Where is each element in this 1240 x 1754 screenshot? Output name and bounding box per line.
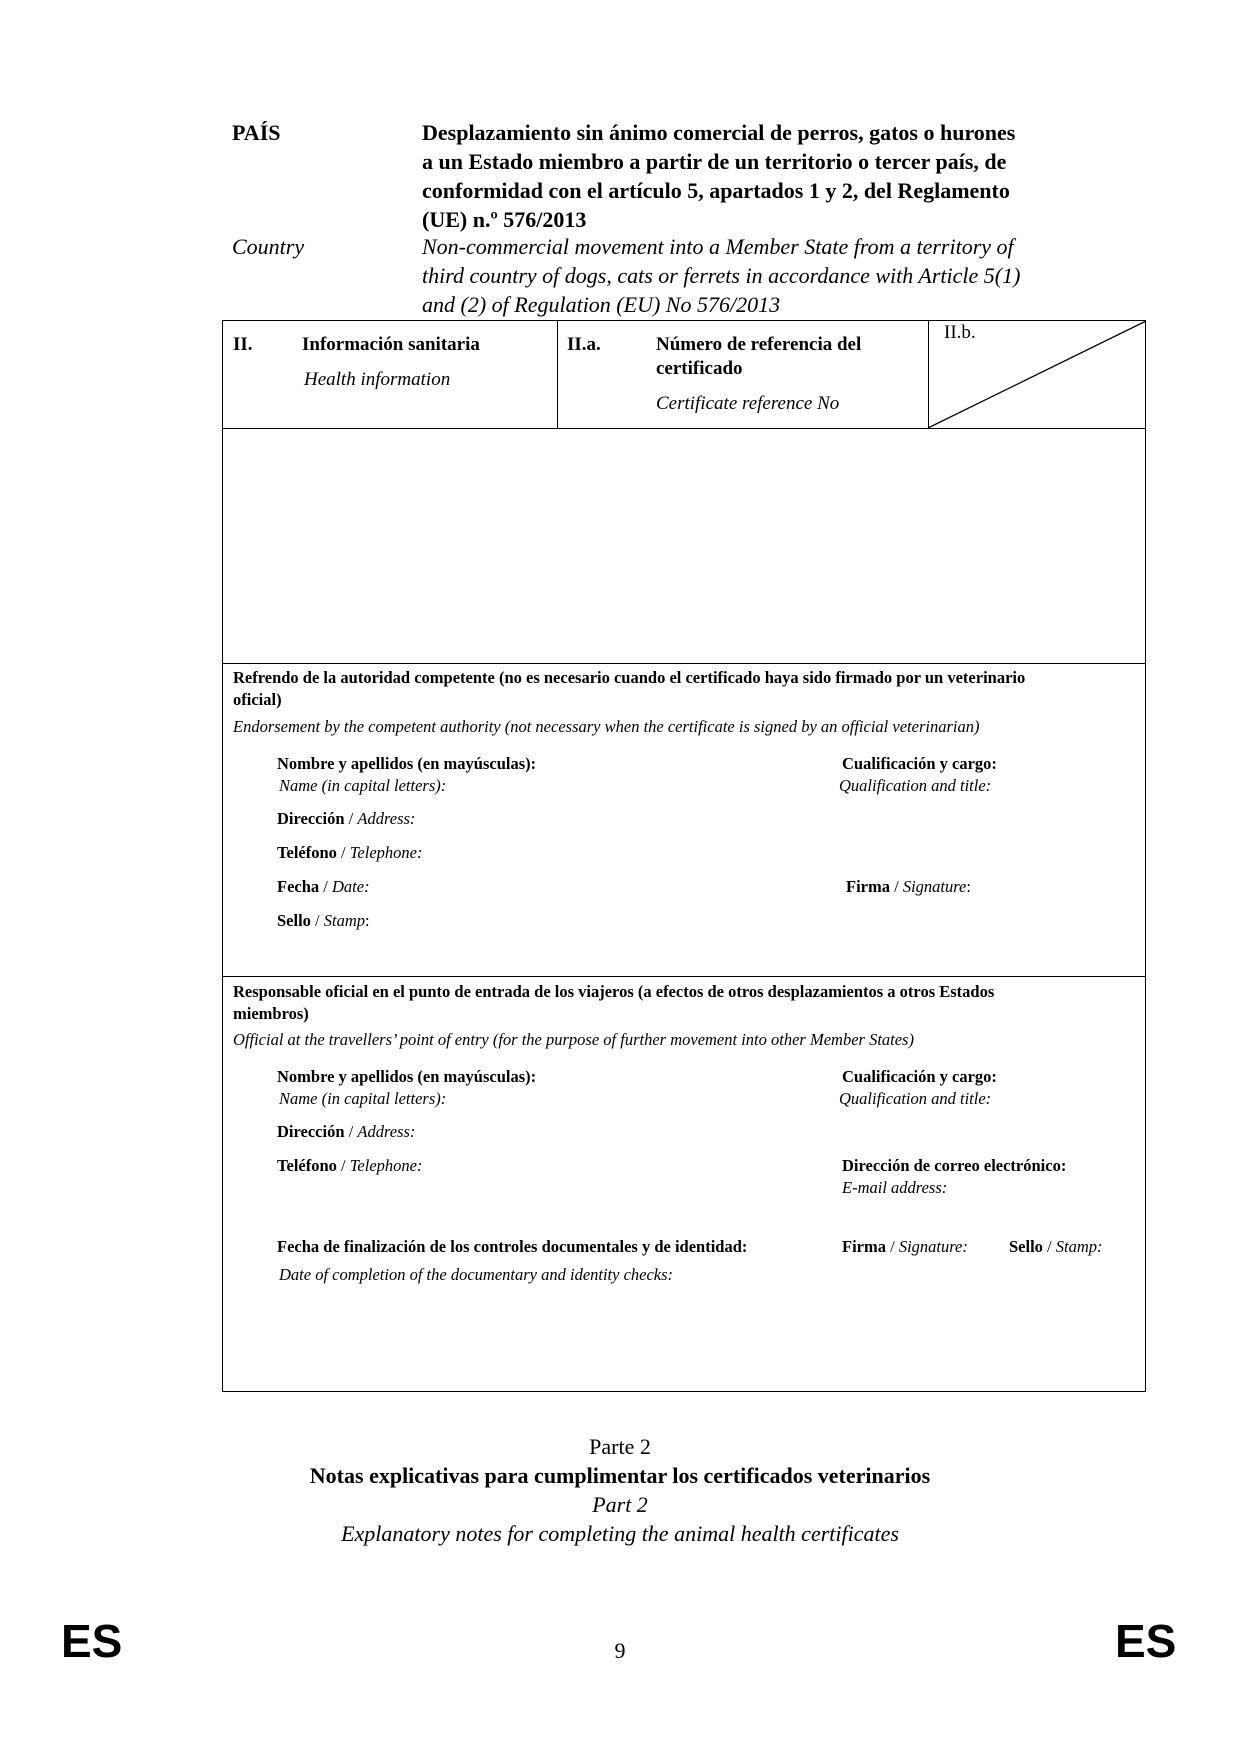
title-en-line: and (2) of Regulation (EU) No 576/2013 [422, 292, 781, 317]
name-label-en: Name (in capital letters): [279, 776, 447, 795]
phone-label-en: Telephone: [349, 843, 423, 862]
title-es-line: conformidad con el artículo 5, apartados 1 y 2, del Reglamento [422, 178, 1010, 203]
separator: / [336, 843, 350, 862]
qualification-label-en: Qualification and title: [839, 776, 992, 795]
official-stamp-field [1009, 1236, 1103, 1258]
separator: / [1042, 1237, 1056, 1256]
colon: : [365, 911, 370, 930]
name-label-en: Name (in capital letters): [279, 1089, 447, 1108]
endorsement-qualification-field [839, 753, 997, 797]
section-ii-number: II. [233, 334, 253, 355]
official-email-field [842, 1155, 1066, 1199]
section-iia-title-es-line: Número de referencia del [656, 334, 862, 355]
title-en-line: Non-commercial movement into a Member State from a territory of [422, 234, 1014, 259]
email-label-en: E-mail address: [842, 1178, 948, 1197]
endorsement-title-en: Endorsement by the competent authority (not necessary when the certificate is signed by an official veterinarian) [233, 717, 980, 736]
email-label-es: Dirección de correo electrónico: [842, 1156, 1067, 1175]
name-label-es: Nombre y apellidos (en mayúsculas): [277, 1067, 537, 1086]
title-en-line: third country of dogs, cats or ferrets in accordance with Article 5(1) [422, 263, 1021, 288]
country-label-es: PAÍS [232, 120, 281, 145]
official-title-en: Official at the travellers’ point of entry (for the purpose of further movement into other Member States) [233, 1030, 914, 1049]
section-ii-title-en: Health information [304, 369, 451, 390]
completion-date-label-es: Fecha de finalización de los controles documentales y de identidad: [277, 1237, 748, 1256]
official-signature-field [842, 1236, 968, 1258]
endorsement-phone-field [277, 842, 422, 864]
stamp-label-en: Stamp [323, 911, 366, 930]
part2-label-en: Part 2 [592, 1492, 648, 1517]
endorsement-title-es-line: oficial) [233, 690, 282, 709]
separator: / [344, 809, 358, 828]
phone-label-es: Teléfono [277, 843, 337, 862]
endorsement-title-es-line: Refrendo de la autoridad competente (no es necesario cuando el certificado haya sido firmado por un veterinario [233, 668, 1026, 687]
endorsement-address-field [277, 808, 415, 830]
certificate-title-es [422, 118, 1142, 234]
stamp-label-es: Sello [277, 911, 311, 930]
address-label-es: Dirección [277, 809, 345, 828]
divider [557, 321, 558, 428]
language-code-left: ES [61, 1615, 123, 1667]
endorsement-signature-field [846, 876, 971, 898]
address-label-en: Address: [357, 809, 416, 828]
official-phone-field [277, 1155, 422, 1177]
name-label-es: Nombre y apellidos (en mayúsculas): [277, 754, 537, 773]
signature-label-es: Firma [842, 1237, 886, 1256]
date-label-es: Fecha [277, 877, 320, 896]
section-iia-title-es-line: certificado [656, 358, 743, 379]
endorsement-stamp-field [277, 910, 370, 932]
date-label-en: Date: [332, 877, 370, 896]
official-name-field [277, 1066, 536, 1110]
address-label-en: Address: [357, 1122, 416, 1141]
section-ii-title-es: Información sanitaria [302, 334, 480, 355]
signature-label-en: Signature [902, 877, 967, 896]
official-title-es-line: miembros) [233, 1004, 309, 1023]
title-es-line: Desplazamiento sin ánimo comercial de perros, gatos o hurones [422, 120, 1016, 145]
section-iia-title-en: Certificate reference No [656, 393, 840, 414]
page-number: 9 [614, 1638, 626, 1663]
endorsement-name-field [277, 753, 536, 797]
official-qualification-field [839, 1066, 997, 1110]
separator: / [885, 1237, 899, 1256]
qualification-label-en: Qualification and title: [839, 1089, 992, 1108]
signature-label-es: Firma [846, 877, 890, 896]
separator: / [319, 877, 332, 896]
part2-title-es: Notas explicativas para cumplimentar los certificados veterinarios [309, 1463, 931, 1488]
language-code-right: ES [1115, 1615, 1177, 1667]
official-title-es [233, 981, 1138, 1025]
country-label-en: Country [232, 234, 305, 259]
official-address-field [277, 1121, 415, 1143]
divider [223, 976, 1145, 977]
part2-title-en: Explanatory notes for completing the animal health certificates [341, 1521, 899, 1546]
divider [223, 663, 1145, 664]
separator: / [336, 1156, 350, 1175]
health-information-content-area [223, 429, 1145, 662]
section-iia-number: II.a. [567, 334, 601, 355]
qualification-label-es: Cualificación y cargo: [842, 754, 997, 773]
certificate-title-en [422, 232, 1152, 319]
health-certificate-form [222, 320, 1146, 1392]
official-title-es-line: Responsable oficial en el punto de entrada de los viajeros (a efectos de otros desplazamientos a otros Estados [233, 982, 995, 1001]
endorsement-date-field [277, 876, 370, 898]
phone-label-en: Telephone: [349, 1156, 423, 1175]
colon: : [966, 877, 971, 896]
endorsement-title-es [233, 667, 1138, 711]
stamp-label-en: Stamp: [1055, 1237, 1103, 1256]
separator: / [889, 877, 903, 896]
official-completion-date-field [277, 1236, 747, 1286]
title-es-line: (UE) n.º 576/2013 [422, 207, 587, 232]
section-iib-label: II.b. [944, 322, 976, 343]
separator: / [310, 911, 324, 930]
completion-date-label-en: Date of completion of the documentary and identity checks: [279, 1265, 674, 1284]
section-iia-title-es [656, 333, 861, 381]
signature-label-en: Signature: [898, 1237, 968, 1256]
separator: / [344, 1122, 358, 1141]
qualification-label-es: Cualificación y cargo: [842, 1067, 997, 1086]
phone-label-es: Teléfono [277, 1156, 337, 1175]
stamp-label-es: Sello [1009, 1237, 1043, 1256]
part2-label-es: Parte 2 [589, 1434, 651, 1459]
title-es-line: a un Estado miembro a partir de un territorio o tercer país, de [422, 149, 1007, 174]
address-label-es: Dirección [277, 1122, 345, 1141]
